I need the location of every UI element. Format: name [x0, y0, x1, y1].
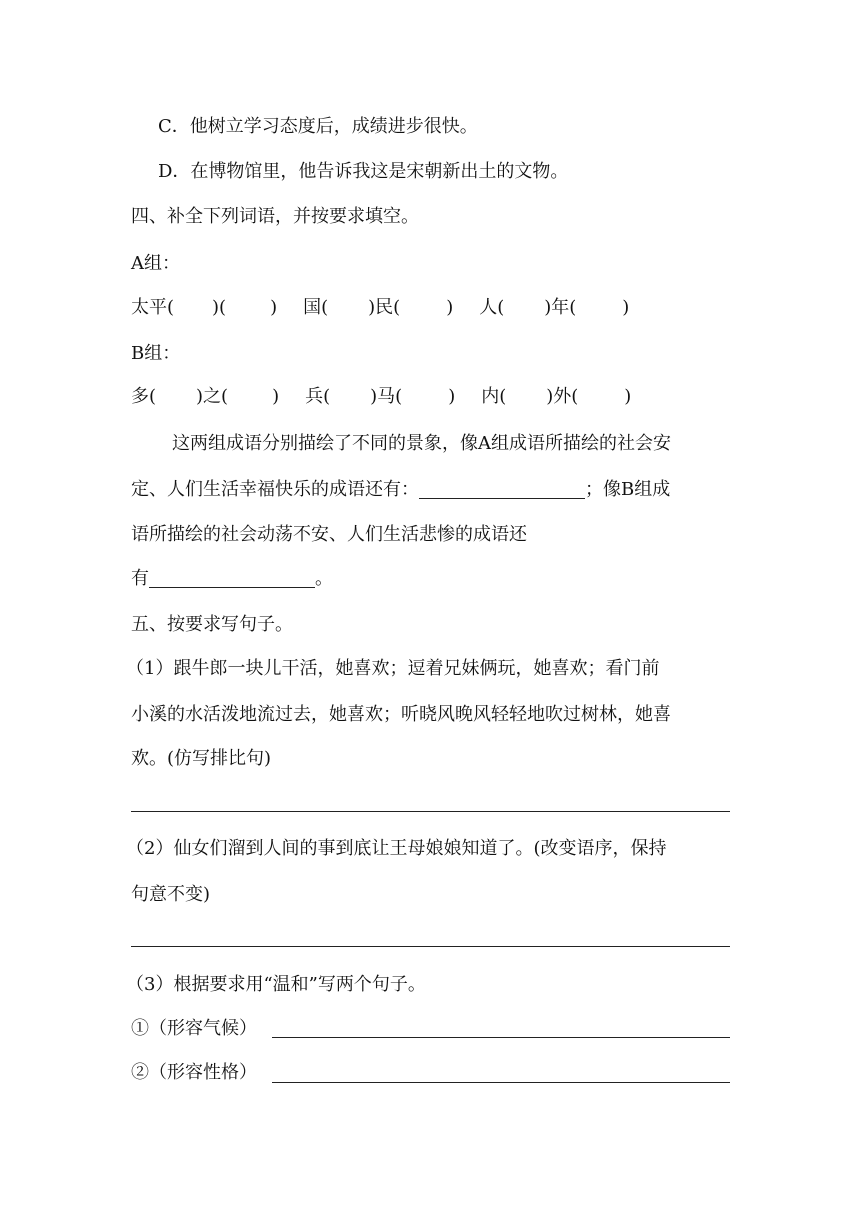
paragraph-text: 。 — [315, 568, 333, 589]
group-b-label: B组： — [131, 343, 181, 364]
idiom-part: ) — [624, 386, 632, 407]
q1-line-3: 欢。(仿写排比句) — [131, 748, 272, 769]
idiom-part: 太平( — [131, 297, 175, 318]
paragraph-line-1: 这两组成语分别描绘了不同的景象，像A组成语所描绘的社会安 — [172, 433, 671, 454]
option-d: D．在博物馆里，他告诉我这是宋朝新出土的文物。 — [158, 161, 569, 182]
idiom-part: 内( — [481, 386, 507, 407]
q1-line-1: （1）跟牛郎一块儿干活，她喜欢；逗着兄妹俩玩，她喜欢；看门前 — [126, 658, 660, 679]
q3b-answer-line[interactable] — [272, 1082, 730, 1083]
group-b-idioms — [131, 385, 631, 409]
group-a-idioms — [131, 296, 629, 320]
answer-blank[interactable] — [419, 478, 585, 499]
idiom-part: 兵( — [305, 386, 331, 407]
idiom-part: 国( — [303, 297, 329, 318]
idiom-part: )外( — [546, 386, 579, 407]
option-c: C．他树立学习态度后，成绩进步很快。 — [158, 116, 478, 137]
idiom-part: )马( — [370, 386, 403, 407]
paragraph-line-3: 语所描绘的社会动荡不安、人们生活悲惨的成语还 — [131, 524, 527, 545]
q3-item-b: ②（形容性格） — [131, 1062, 257, 1083]
paragraph-text: 有 — [131, 568, 149, 589]
answer-blank[interactable] — [149, 567, 315, 588]
q3-line-1: （3）根据要求用“温和”写两个句子。 — [126, 974, 426, 995]
q2-answer-line[interactable] — [131, 946, 730, 947]
paragraph-line-2 — [131, 478, 670, 502]
q3-item-a: ①（形容气候） — [131, 1018, 257, 1039]
idiom-part: ) — [446, 297, 454, 318]
idiom-part: )之( — [196, 386, 229, 407]
idiom-part: )年( — [544, 297, 577, 318]
idiom-part: )民( — [368, 297, 401, 318]
section-4-heading: 四、补全下列词语，并按要求填空。 — [131, 206, 419, 227]
group-a-label: A组： — [131, 253, 180, 274]
section-5-heading: 五、按要求写句子。 — [131, 614, 293, 635]
idiom-part: ) — [622, 297, 630, 318]
paragraph-text: ；像B组成 — [585, 479, 671, 500]
paragraph-line-4 — [131, 567, 333, 591]
idiom-part: 多( — [131, 386, 157, 407]
q1-answer-line[interactable] — [131, 811, 730, 812]
idiom-part: ) — [448, 386, 456, 407]
q3a-answer-line[interactable] — [272, 1037, 730, 1038]
paragraph-text: 定、人们生活幸福快乐的成语还有： — [131, 479, 419, 500]
idiom-part: )( — [212, 297, 227, 318]
q1-line-2: 小溪的水活泼地流过去，她喜欢；听晓风晚风轻轻地吹过树林，她喜 — [131, 704, 671, 725]
idiom-part: 人( — [479, 297, 505, 318]
q2-line-2: 句意不变) — [131, 884, 211, 905]
idiom-part: ) — [272, 386, 280, 407]
idiom-part: ) — [270, 297, 278, 318]
q2-line-1: （2）仙女们溜到人间的事到底让王母娘娘知道了。(改变语序，保持 — [126, 838, 667, 859]
